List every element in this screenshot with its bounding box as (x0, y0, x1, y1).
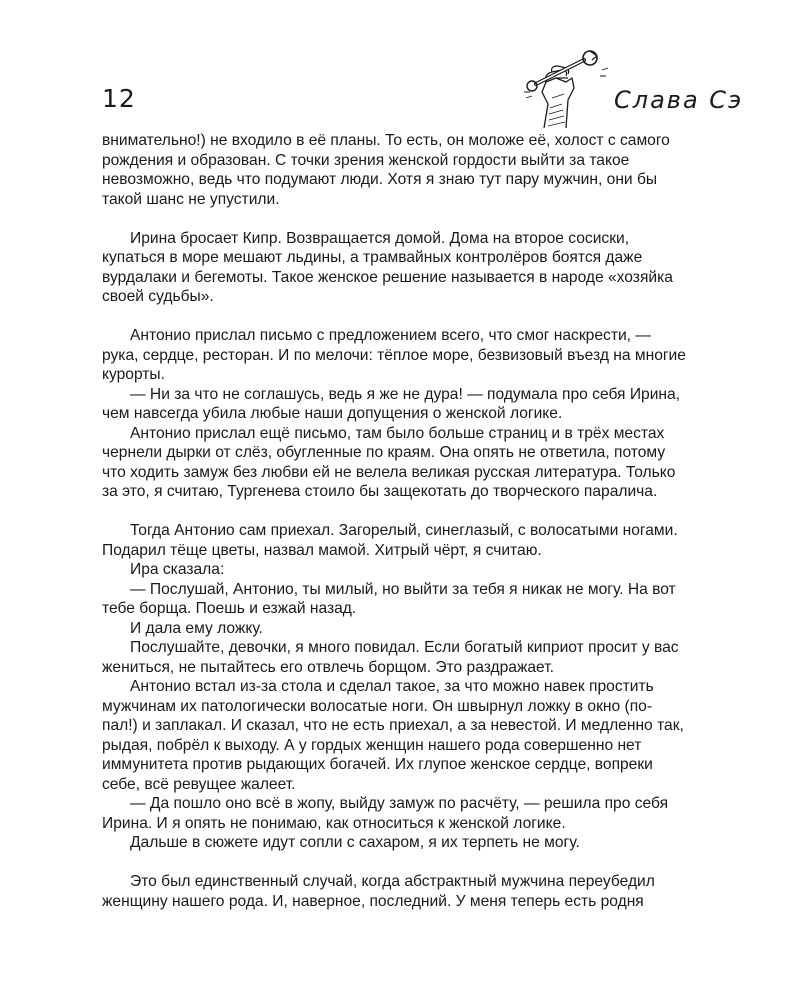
page-header (0, 0, 800, 130)
text-line: чем навсегда убила любые наши допущения о женской логике. (102, 405, 563, 422)
text-line: что ходить замуж без любви ей не велела великая русская литература. Только (102, 463, 676, 481)
text-line: курорты. (102, 366, 165, 383)
text-line: рыдая, побрёл к выходу. А у гордых женщин нашего рода совершенно нет (102, 736, 642, 754)
text-line: мужчинам их патологически волосатые ноги. Он швырнул ложку в окно (по- (102, 697, 653, 715)
text-line: — Ни за что не соглашусь, ведь я же не дура! — подумала про себя Ирина, (130, 385, 681, 403)
text-line: чернели дырки от слёз, обугленные по краям. Она опять не ответила, потому (102, 444, 666, 461)
text-line: невозможно, ведь что подумают люди. Хотя я знаю тут пару мужчин, они бы (102, 171, 658, 188)
text-line: внимательно!) не входило в её планы. То есть, он моложе её, холост с самого (102, 132, 670, 149)
text-line: себе, всё ревущее жалеет. (102, 775, 296, 793)
text-line: — Да пошло оно всё в жопу, выйду замуж по расчёту, — решила про себя (130, 795, 669, 812)
page-number: 12 (102, 84, 136, 113)
text-line: Антонио встал из-за стола и сделал такое, за что можно навек простить (130, 678, 654, 695)
text-line: рука, сердце, ресторан. И по мелочи: тёплое море, безвизовый въезд на многие (102, 346, 686, 364)
text-line: своей судьбы». (102, 288, 214, 305)
text-line: Это был единственный случай, когда абстрактный мужчина переубедил (130, 873, 655, 890)
paragraph-gap (102, 853, 722, 873)
text-line: Ирина. И я опять не понимаю, как относиться к женской логике. (102, 814, 566, 832)
text-line: Ирина бросает Кипр. Возвращается домой. Дома на второе сосиски, (130, 229, 630, 247)
text-line: купаться в море мешают льдины, а трамвайных контролёров боятся даже (102, 249, 643, 266)
paragraph-gap (102, 502, 722, 522)
text-line: тебе борща. Поешь и езжай назад. (102, 600, 357, 617)
text-line: такой шанс не упустили. (102, 190, 280, 208)
text-line: Послушайте, девочки, я много повидал. Если богатый киприот просит у вас (130, 639, 679, 656)
text-line: И дала ему ложку. (130, 619, 263, 637)
text-line: иммунитета против рыдающих богачей. Их глупое женское сердце, вопреки (102, 756, 653, 773)
text-line: Антонио прислал письмо с предложением всего, что смог наскрести, — (130, 327, 651, 344)
body-text (102, 131, 722, 911)
text-line: Подарил тёще цветы, назвал мамой. Хитрый чёрт, я считаю. (102, 541, 542, 559)
text-line: вурдалаки и бегемоты. Такое женское решение называется в народе «хозяйка (102, 268, 673, 286)
text-line: Дальше в сюжете идут сопли с сахаром, я их терпеть не могу. (130, 834, 580, 851)
author-name: Слава Сэ (614, 86, 744, 114)
text-line: за это, я считаю, Тургенева стоило бы защекотать до творческого паралича. (102, 483, 658, 500)
text-line: Ира сказала: (130, 561, 225, 578)
text-line: рождения и образован. С точки зрения женской гордости выйти за такое (102, 151, 630, 169)
text-line: женщину нашего рода. И, наверное, последний. У меня теперь есть родня (102, 892, 644, 910)
text-line: пал!) и заплакал. И сказал, что не есть приехал, а за невестой. И медленно так, (102, 717, 684, 734)
hand-wrench-icon (522, 48, 610, 130)
text-line: — Послушай, Антонио, ты милый, но выйти за тебя я никак не могу. На вот (130, 580, 676, 598)
text-line: Тогда Антонио сам приехал. Загорелый, синеглазый, с волосатыми ногами. (130, 522, 678, 539)
paragraph-gap (102, 307, 722, 327)
text-line: жениться, не пытайтесь его отвлечь борщом. Это раздражает. (102, 658, 554, 676)
text-line: Антонио прислал ещё письмо, там было больше страниц и в трёх местах (130, 424, 665, 442)
paragraph-gap (102, 209, 722, 229)
